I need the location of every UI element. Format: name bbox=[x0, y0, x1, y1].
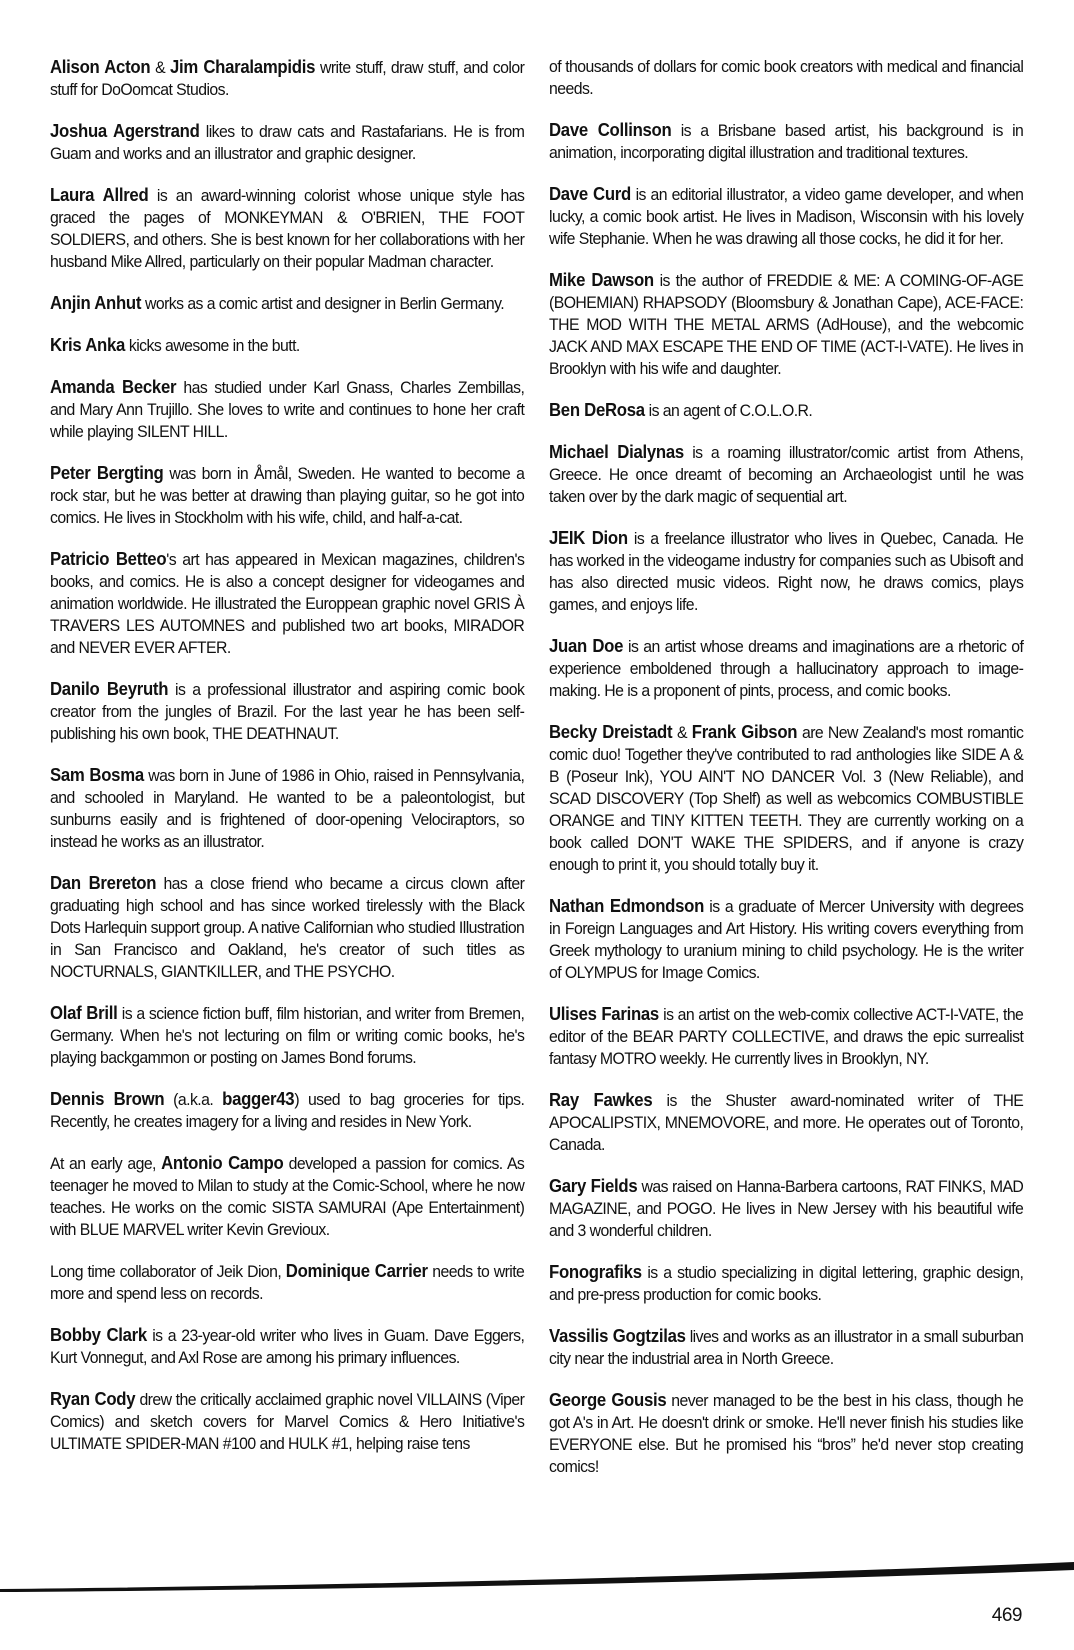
contributor-name: Gary Fields bbox=[549, 1176, 638, 1196]
bio-text: (a.k.a. bbox=[164, 1090, 223, 1109]
bio-text: is an award-winning colorist whose unique style has graced the pages of MONKEYMAN & O'BRIEN, THE FOOT SOLDIERS, and others. She is best known for her collaborations with her husband Mike Allred, particularly on their popular Madman character. bbox=[50, 186, 525, 271]
contributor-name: Olaf Brill bbox=[50, 1003, 118, 1023]
contributor-name: Juan Doe bbox=[549, 636, 624, 656]
bio-text: is an agent of C.O.L.O.R. bbox=[644, 401, 813, 420]
bio-entry bbox=[549, 635, 1023, 702]
bio-text: is a studio specializing in digital lettering, graphic design, and pre-press production for comic books. bbox=[549, 1263, 1024, 1304]
bio-entry bbox=[50, 678, 524, 745]
contributor-name: Dave Collinson bbox=[549, 120, 672, 140]
page-footer-rule bbox=[0, 1556, 1074, 1596]
bio-text: is an editorial illustrator, a video game developer, and when lucky, a comic book artist. He lives in Madison, Wisconsin with his lovely wife Stephanie. When he was drawing all those cocks, he did it for her. bbox=[549, 185, 1024, 248]
contributor-name: Sam Bosma bbox=[50, 765, 144, 785]
bio-text: is an artist on the web-comix collective ACT-I-VATE, the editor of the BEAR PARTY COLLECTIVE, and draws the epic surrealist fantasy MOTRO weekly. He currently lives in Brooklyn, NY. bbox=[549, 1005, 1024, 1068]
contributor-name: Danilo Beyruth bbox=[50, 679, 169, 699]
bio-entry bbox=[549, 1261, 1023, 1306]
bio-entry bbox=[549, 1389, 1023, 1478]
contributor-name: Ray Fawkes bbox=[549, 1090, 653, 1110]
bio-entry bbox=[50, 548, 524, 659]
contributor-name: Alison Acton bbox=[50, 57, 151, 77]
bio-entry bbox=[549, 527, 1023, 616]
bio-text: likes to draw cats and Rastafarians. He is from Guam and works and an illustrator and graphic designer. bbox=[50, 122, 525, 163]
contributor-name: Fonografiks bbox=[549, 1262, 642, 1282]
bio-entry bbox=[549, 119, 1023, 164]
contributor-name: Antonio Campo bbox=[161, 1153, 284, 1173]
contributor-name: Dominique Carrier bbox=[285, 1261, 428, 1281]
bio-entry bbox=[549, 183, 1023, 250]
bio-text: is a Brisbane based artist, his background is in animation, incorporating digital illustration and traditional textures. bbox=[549, 121, 1024, 162]
bio-entry bbox=[50, 292, 524, 315]
bio-text: was born in June of 1986 in Ohio, raised in Pennsylvania, and schooled in Maryland. He wanted to be a paleontologist, but sunburns easily and is frightened of door-opening Velociraptors, so instead he works as an illustrator. bbox=[50, 766, 525, 851]
bio-text: needs to write more and spend less on records. bbox=[50, 1262, 525, 1303]
bio-text: is the author of FREDDIE & ME: A COMING-OF-AGE (BOHEMIAN) RHAPSODY (Bloomsbury & Jonathan Cape), ACE-FACE: THE MOD WITH THE METAL ARMS (AdHouse), and the webcomic JACK AND MAX ESCAPE THE END OF TIME (ACT-I-VATE). He lives in Brooklyn with his wife and daughter. bbox=[549, 271, 1024, 378]
bio-entry bbox=[50, 1088, 524, 1133]
bio-entry bbox=[50, 462, 524, 529]
bio-text: is a freelance illustrator who lives in Quebec, Canada. He has worked in the videogame industry for companies such as Ubisoft and has also directed music videos. Right now, he draws comics, plays games, and enjoys life. bbox=[549, 529, 1024, 614]
bio-text: drew the critically acclaimed graphic novel VILLAINS (Viper Comics) and sketch covers for Marvel Comics & Hero Initiative's ULTIMATE SPIDER-MAN #100 and HULK #1, helping raise tens bbox=[50, 1390, 525, 1453]
bio-entry bbox=[50, 1260, 524, 1305]
bio-entry bbox=[549, 895, 1023, 984]
bio-entry bbox=[549, 1325, 1023, 1370]
contributor-name: Nathan Edmondson bbox=[549, 896, 705, 916]
bio-text: are New Zealand's most romantic comic duo! Together they've contributed to rad anthologies like SIDE A & B (Poseur Ink), YOU AIN'T NO DANCER Vol. 3 (New Reliable), and SCAD DISCOVERY (Top Shelf) as well as webcomics COMBUSTIBLE ORANGE and TINY KITTEN TEETH. They are currently working on a book called DON'T WAKE THE SPIDERS, and if anyone is crazy enough to print it, you should totally buy it. bbox=[549, 723, 1024, 874]
left-column bbox=[50, 56, 524, 1556]
bio-text: has a close friend who became a circus clown after graduating high school and has since worked tirelessly with the Black Dots Harlequin support group. A native Californian who studied Illustration in San Francisco and Oakland, he's creator of such titles as NOCTURNALS, GIANTKILLER, and THE PSYCHO. bbox=[50, 874, 525, 981]
contributor-name: Kris Anka bbox=[50, 335, 126, 355]
contributor-name: Dave Curd bbox=[549, 184, 631, 204]
bio-text: is the Shuster award-nominated writer of THE APOCALIPSTIX, MNEMOVORE, and more. He operates out of Toronto, Canada. bbox=[549, 1091, 1024, 1154]
bio-text: Long time collaborator of Jeik Dion, bbox=[50, 1262, 286, 1281]
bio-entry bbox=[549, 269, 1023, 380]
bio-text: is a science fiction buff, film historian, and writer from Bremen, Germany. When he's not lecturing on film or writing comic books, he's playing backgammon or posting on James Bond forums. bbox=[50, 1004, 525, 1067]
bio-entry bbox=[50, 120, 524, 165]
bio-text: is a roaming illustrator/comic artist from Athens, Greece. He once dreamt of becoming an Archaeologist until he was taken over by the dark magic of sequential art. bbox=[549, 443, 1024, 506]
contributor-name: bagger43 bbox=[222, 1089, 295, 1109]
contributor-name: Vassilis Gogtzilas bbox=[549, 1326, 686, 1346]
bio-entry bbox=[50, 764, 524, 853]
bio-entry bbox=[50, 872, 524, 983]
bio-entry bbox=[549, 399, 1023, 422]
bio-text: is a professional illustrator and aspiring comic book creator from the jungles of Brazil. For the last year he has been self-publishing his own book, THE DEATHNAUT. bbox=[50, 680, 525, 743]
bio-entry bbox=[50, 334, 524, 357]
contributor-name: JEIK Dion bbox=[549, 528, 628, 548]
bio-text: has studied under Karl Gnass, Charles Zembillas, and Mary Ann Trujillo. She loves to write and continues to hone her craft while playing SILENT HILL. bbox=[50, 378, 525, 441]
bio-entry bbox=[549, 721, 1023, 876]
contributor-name: Amanda Becker bbox=[50, 377, 177, 397]
bio-text: write stuff, draw stuff, and color stuff for DoOomcat Studios. bbox=[50, 58, 525, 99]
bio-text: is a 23-year-old writer who lives in Guam. Dave Eggers, Kurt Vonnegut, and Axl Rose are among his primary influences. bbox=[50, 1326, 525, 1367]
contributor-name: Patricio Betteo bbox=[50, 549, 167, 569]
contributor-name: Frank Gibson bbox=[691, 722, 798, 742]
bio-text: 's art has appeared in Mexican magazines, children's books, and comics. He is also a concept designer for videogames and animation worldwide. He illustrated the Europpean graphic novel GRIS À TRAVERS LES AUTOMNES and published two art books, MIRADOR and NEVER EVER AFTER. bbox=[50, 550, 525, 657]
bio-entry bbox=[50, 1152, 524, 1241]
bio-entry bbox=[50, 1324, 524, 1369]
bio-entry bbox=[50, 1002, 524, 1069]
contributor-name: Dennis Brown bbox=[50, 1089, 165, 1109]
bio-entry bbox=[50, 184, 524, 273]
contributor-name: Ryan Cody bbox=[50, 1389, 136, 1409]
contributor-name: Joshua Agerstrand bbox=[50, 121, 200, 141]
bio-entry bbox=[549, 1003, 1023, 1070]
bio-entry bbox=[50, 376, 524, 443]
bio-text: & bbox=[150, 58, 170, 77]
bio-entry bbox=[549, 441, 1023, 508]
bio-text: At an early age, bbox=[50, 1154, 162, 1173]
contributor-name: Bobby Clark bbox=[50, 1325, 147, 1345]
contributor-name: Ben DeRosa bbox=[549, 400, 645, 420]
bio-text: lives and works as an illustrator in a small suburban city near the industrial area in North Greece. bbox=[549, 1327, 1024, 1368]
bio-text: ) used to bag groceries for tips. Recently, he creates imagery for a living and resides in New York. bbox=[50, 1090, 525, 1131]
bio-entry bbox=[50, 56, 524, 101]
bio-text: & bbox=[672, 723, 692, 742]
contributor-name: Laura Allred bbox=[50, 185, 149, 205]
bio-columns bbox=[50, 56, 1023, 1556]
bio-text: kicks awesome in the butt. bbox=[125, 336, 300, 355]
contributor-name: George Gousis bbox=[549, 1390, 667, 1410]
contributor-name: Dan Brereton bbox=[50, 873, 157, 893]
contributor-name: Ulises Farinas bbox=[549, 1004, 659, 1024]
bio-text: is a graduate of Mercer University with degrees in Foreign Languages and Art History. His writing covers everything from Greek mythology to uranium mining to child psychology. He is the writer of OLYMPUS for Image Comics. bbox=[549, 897, 1024, 982]
contributor-name: Michael Dialynas bbox=[549, 442, 684, 462]
page-number: 469 bbox=[991, 1605, 1022, 1626]
bio-text: was born in Åmål, Sweden. He wanted to become a rock star, but he was better at drawing than playing guitar, so he got into comics. He lives in Stockholm with his wife, child, and half-a-cat. bbox=[50, 464, 525, 527]
bio-entry bbox=[549, 1089, 1023, 1156]
contributor-name: Becky Dreistadt bbox=[549, 722, 673, 742]
bio-text: never managed to be the best in his class, though he got A's in Art. He doesn't drink or smoke. He'll never finish his studies like EVERYONE else. But he promised his “bros” he'd never stop creating comics! bbox=[549, 1391, 1024, 1476]
contributor-name: Mike Dawson bbox=[549, 270, 654, 290]
bio-text: developed a passion for comics. As teenager he moved to Milan to study at the Comic-School, where he now teaches. He works on the comic SISTA SAMURAI (Ape Entertainment) with BLUE MARVEL writer Kevin Grevioux. bbox=[50, 1154, 525, 1239]
bio-text: was raised on Hanna-Barbera cartoons, RAT FINKS, MAD MAGAZINE, and POGO. He lives in New Jersey with his beautiful wife and 3 wonderful children. bbox=[549, 1177, 1024, 1240]
bio-text: is an artist whose dreams and imaginations are a rhetoric of experience emboldened through a hallucinatory approach to image-making. He is a proponent of pints, process, and comic books. bbox=[549, 637, 1024, 700]
bio-text: works as a comic artist and designer in Berlin Germany. bbox=[141, 294, 505, 313]
bio-entry bbox=[50, 1388, 524, 1455]
bio-entry bbox=[549, 56, 1023, 100]
right-column bbox=[549, 56, 1023, 1556]
contributor-name: Peter Bergting bbox=[50, 463, 164, 483]
bio-entry bbox=[549, 1175, 1023, 1242]
bio-text: of thousands of dollars for comic book creators with medical and financial needs. bbox=[549, 57, 1024, 98]
contributor-name: Anjin Anhut bbox=[50, 293, 142, 313]
contributor-name: Jim Charalampidis bbox=[169, 57, 316, 77]
